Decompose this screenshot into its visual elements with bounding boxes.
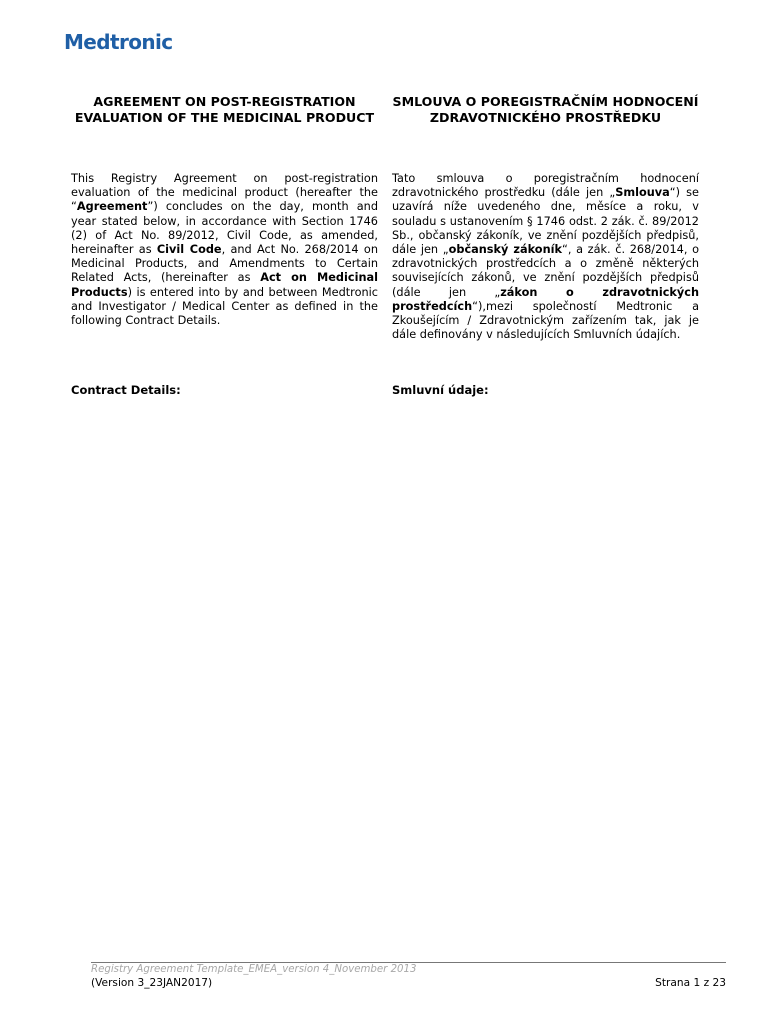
english-title: AGREEMENT ON POST-REGISTRATION EVALUATION OF THE MEDICINAL PRODUCT [74, 94, 375, 125]
czech-intro-text-4: “),mezi společností Medtronic a Zkoušejícím / Zdravotnickým zařízením tak, jak je dále definovány v následujících Smluvních údajích. [392, 299, 699, 342]
footer-template-name: Registry Agreement Template_EMEA_version 4_November 2013 [91, 964, 417, 975]
contract-details-label: Contract Details: [71, 383, 181, 397]
footer-page-number: Strana 1 z 23 [655, 977, 726, 989]
medtronic-logo: Medtronic [64, 30, 173, 54]
footer-version: (Version 3_23JAN2017) [91, 977, 213, 989]
smluvni-udaje-label: Smluvní údaje: [392, 383, 489, 397]
english-intro-text-4: ) is entered into by and between Medtronic and Investigator / Medical Center as defined in the following Contract Details. [71, 285, 378, 328]
czech-intro-text-2: “) se uzavírá níže uvedeného dne, měsíce a roku, v souladu s ustanovením § 1746 odst. 2 zák. č. 89/2012 Sb., občanský zákoník, ve znění pozdějších předpisů, dále jen „ [392, 186, 699, 257]
english-agreement-term: Agreement [76, 200, 148, 214]
english-intro-paragraph [71, 172, 378, 328]
czech-smlouva-term: Smlouva [615, 186, 670, 200]
czech-intro-paragraph [392, 172, 699, 342]
english-intro-text-3: , and Act No. 268/2014 on Medicinal Products, and Amendments to Certain Related Acts, (hereinafter as [71, 243, 378, 285]
english-act-term: Act on Medicinal Products [71, 271, 378, 299]
czech-act-term: zákon o zdravotnických prostředcích [392, 285, 700, 313]
english-intro-text-2: ”) concludes on the day, month and year stated below, in accordance with Section 1746 (2) of Act No. 89/2012, Civil Code, as amended, hereinafter as [71, 200, 378, 257]
english-column [71, 94, 378, 328]
czech-column [392, 94, 699, 342]
czech-intro-text-3: “, a zák. č. 268/2014, o zdravotnických prostředcích a o změně některých souvisejících zákonů, ve znění pozdějších předpisů (dále jen „ [392, 243, 700, 299]
english-civil-code-term: Civil Code [156, 243, 222, 257]
czech-civil-code-term: občanský zákoník [448, 243, 562, 257]
english-intro-text-1: This Registry Agreement on post-registration evaluation of the medicinal product (hereafter the “ [71, 172, 378, 214]
czech-intro-text-1: Tato smlouva o poregistračním hodnocení zdravotnického prostředku (dále jen „ [392, 172, 699, 200]
czech-title: SMLOUVA O POREGISTRAČNÍM HODNOCENÍ ZDRAVOTNICKÉHO PROSTŘEDKU [392, 94, 699, 125]
footer-divider [91, 962, 726, 963]
